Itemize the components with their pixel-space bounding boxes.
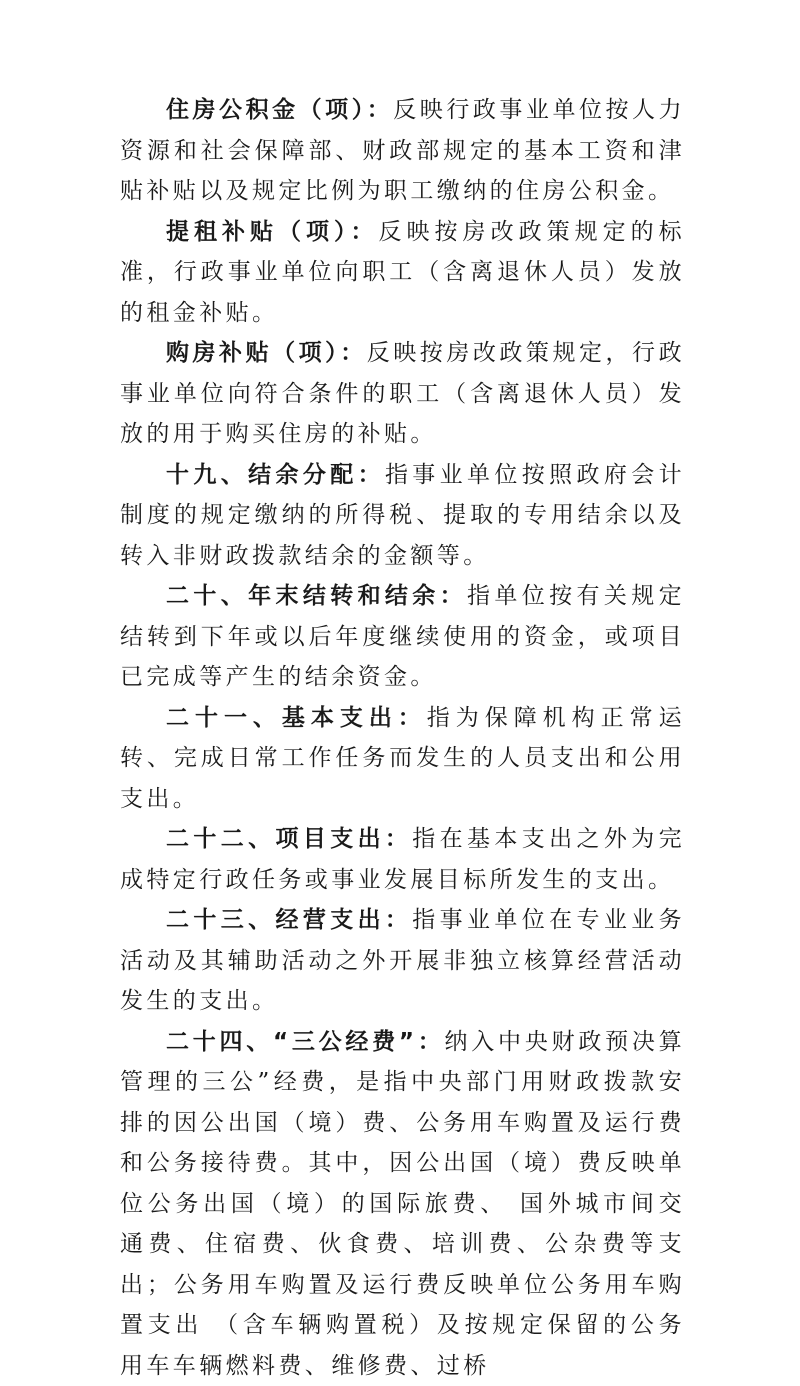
text-housing-purchase-subsidy: 反映按房改政策规定，行政事业单位向符合条件的职工（含离退休人员）发放的用于购买住房的补贴。 — [120, 340, 685, 447]
text-three-public-expenses: 纳入中央财政预决算管理的三公”经费，是指中央部门用财政拨款安排的因公出国（境）费、公务用车购置及运行费和公务接待费。其中，因公出国（境）费反映单位公务出国（境）的国际旅费、 国外城市间交通费、住宿费、伙食费、培训费、公杂费等支出；公务用车购置及运行费反映单位公务用车购置支出 （含车辆购置税）及按规定保留的公务用车车辆燃料费、维修费、过桥 — [120, 1029, 685, 1379]
term-rent-subsidy: 提租补贴（项）： — [166, 219, 379, 245]
term-operating-expenditure: 二十三、经营支出： — [166, 907, 412, 933]
text-year-end-carryover: 指单位按有关规定结转到下年或以后年度继续使用的资金，或项目已完成等产生的结余资金。 — [120, 583, 685, 690]
text-operating-expenditure: 指事业单位在专业业务活动及其辅助活动之外开展非独立核算经营活动发生的支出。 — [120, 907, 685, 1014]
paragraph-rent-subsidy — [120, 212, 685, 334]
paragraph-surplus-distribution — [120, 455, 685, 577]
paragraph-housing-purchase-subsidy — [120, 333, 685, 455]
paragraph-basic-expenditure — [120, 698, 685, 820]
term-surplus-distribution: 十九、结余分配： — [166, 462, 385, 488]
text-project-expenditure: 指在基本支出之外为完成特定行政任务或事业发展目标所发生的支出。 — [120, 826, 685, 893]
paragraph-three-public-expenses — [120, 1022, 685, 1386]
text-surplus-distribution: 指事业单位按照政府会计制度的规定缴纳的所得税、提取的专用结余以及转入非财政拨款结余的金额等。 — [120, 462, 685, 569]
paragraph-project-expenditure — [120, 819, 685, 900]
paragraph-year-end-carryover — [120, 576, 685, 698]
term-three-public-expenses: 二十四、“三公经费”： — [166, 1029, 445, 1055]
term-basic-expenditure: 二十一、基本支出： — [166, 705, 427, 731]
text-rent-subsidy: 反映按房改政策规定的标准，行政事业单位向职工（含离退休人员）发放的租金补贴。 — [120, 219, 685, 326]
document-page — [120, 90, 685, 1386]
term-housing-fund: 住房公积金（项）： — [166, 97, 393, 123]
paragraph-housing-fund — [120, 90, 685, 212]
text-housing-fund: 反映行政事业单位按人力资源和社会保障部、财政部规定的基本工资和津贴补贴以及规定比例为职工缴纳的住房公积金。 — [120, 97, 685, 204]
paragraph-operating-expenditure — [120, 900, 685, 1022]
term-project-expenditure: 二十二、项目支出： — [166, 826, 412, 852]
term-year-end-carryover: 二十、年末结转和结余： — [166, 583, 467, 609]
term-housing-purchase-subsidy: 购房补贴（项）： — [166, 340, 367, 366]
text-basic-expenditure: 指为保障机构正常运转、完成日常工作任务而发生的人员支出和公用支出。 — [120, 705, 685, 812]
